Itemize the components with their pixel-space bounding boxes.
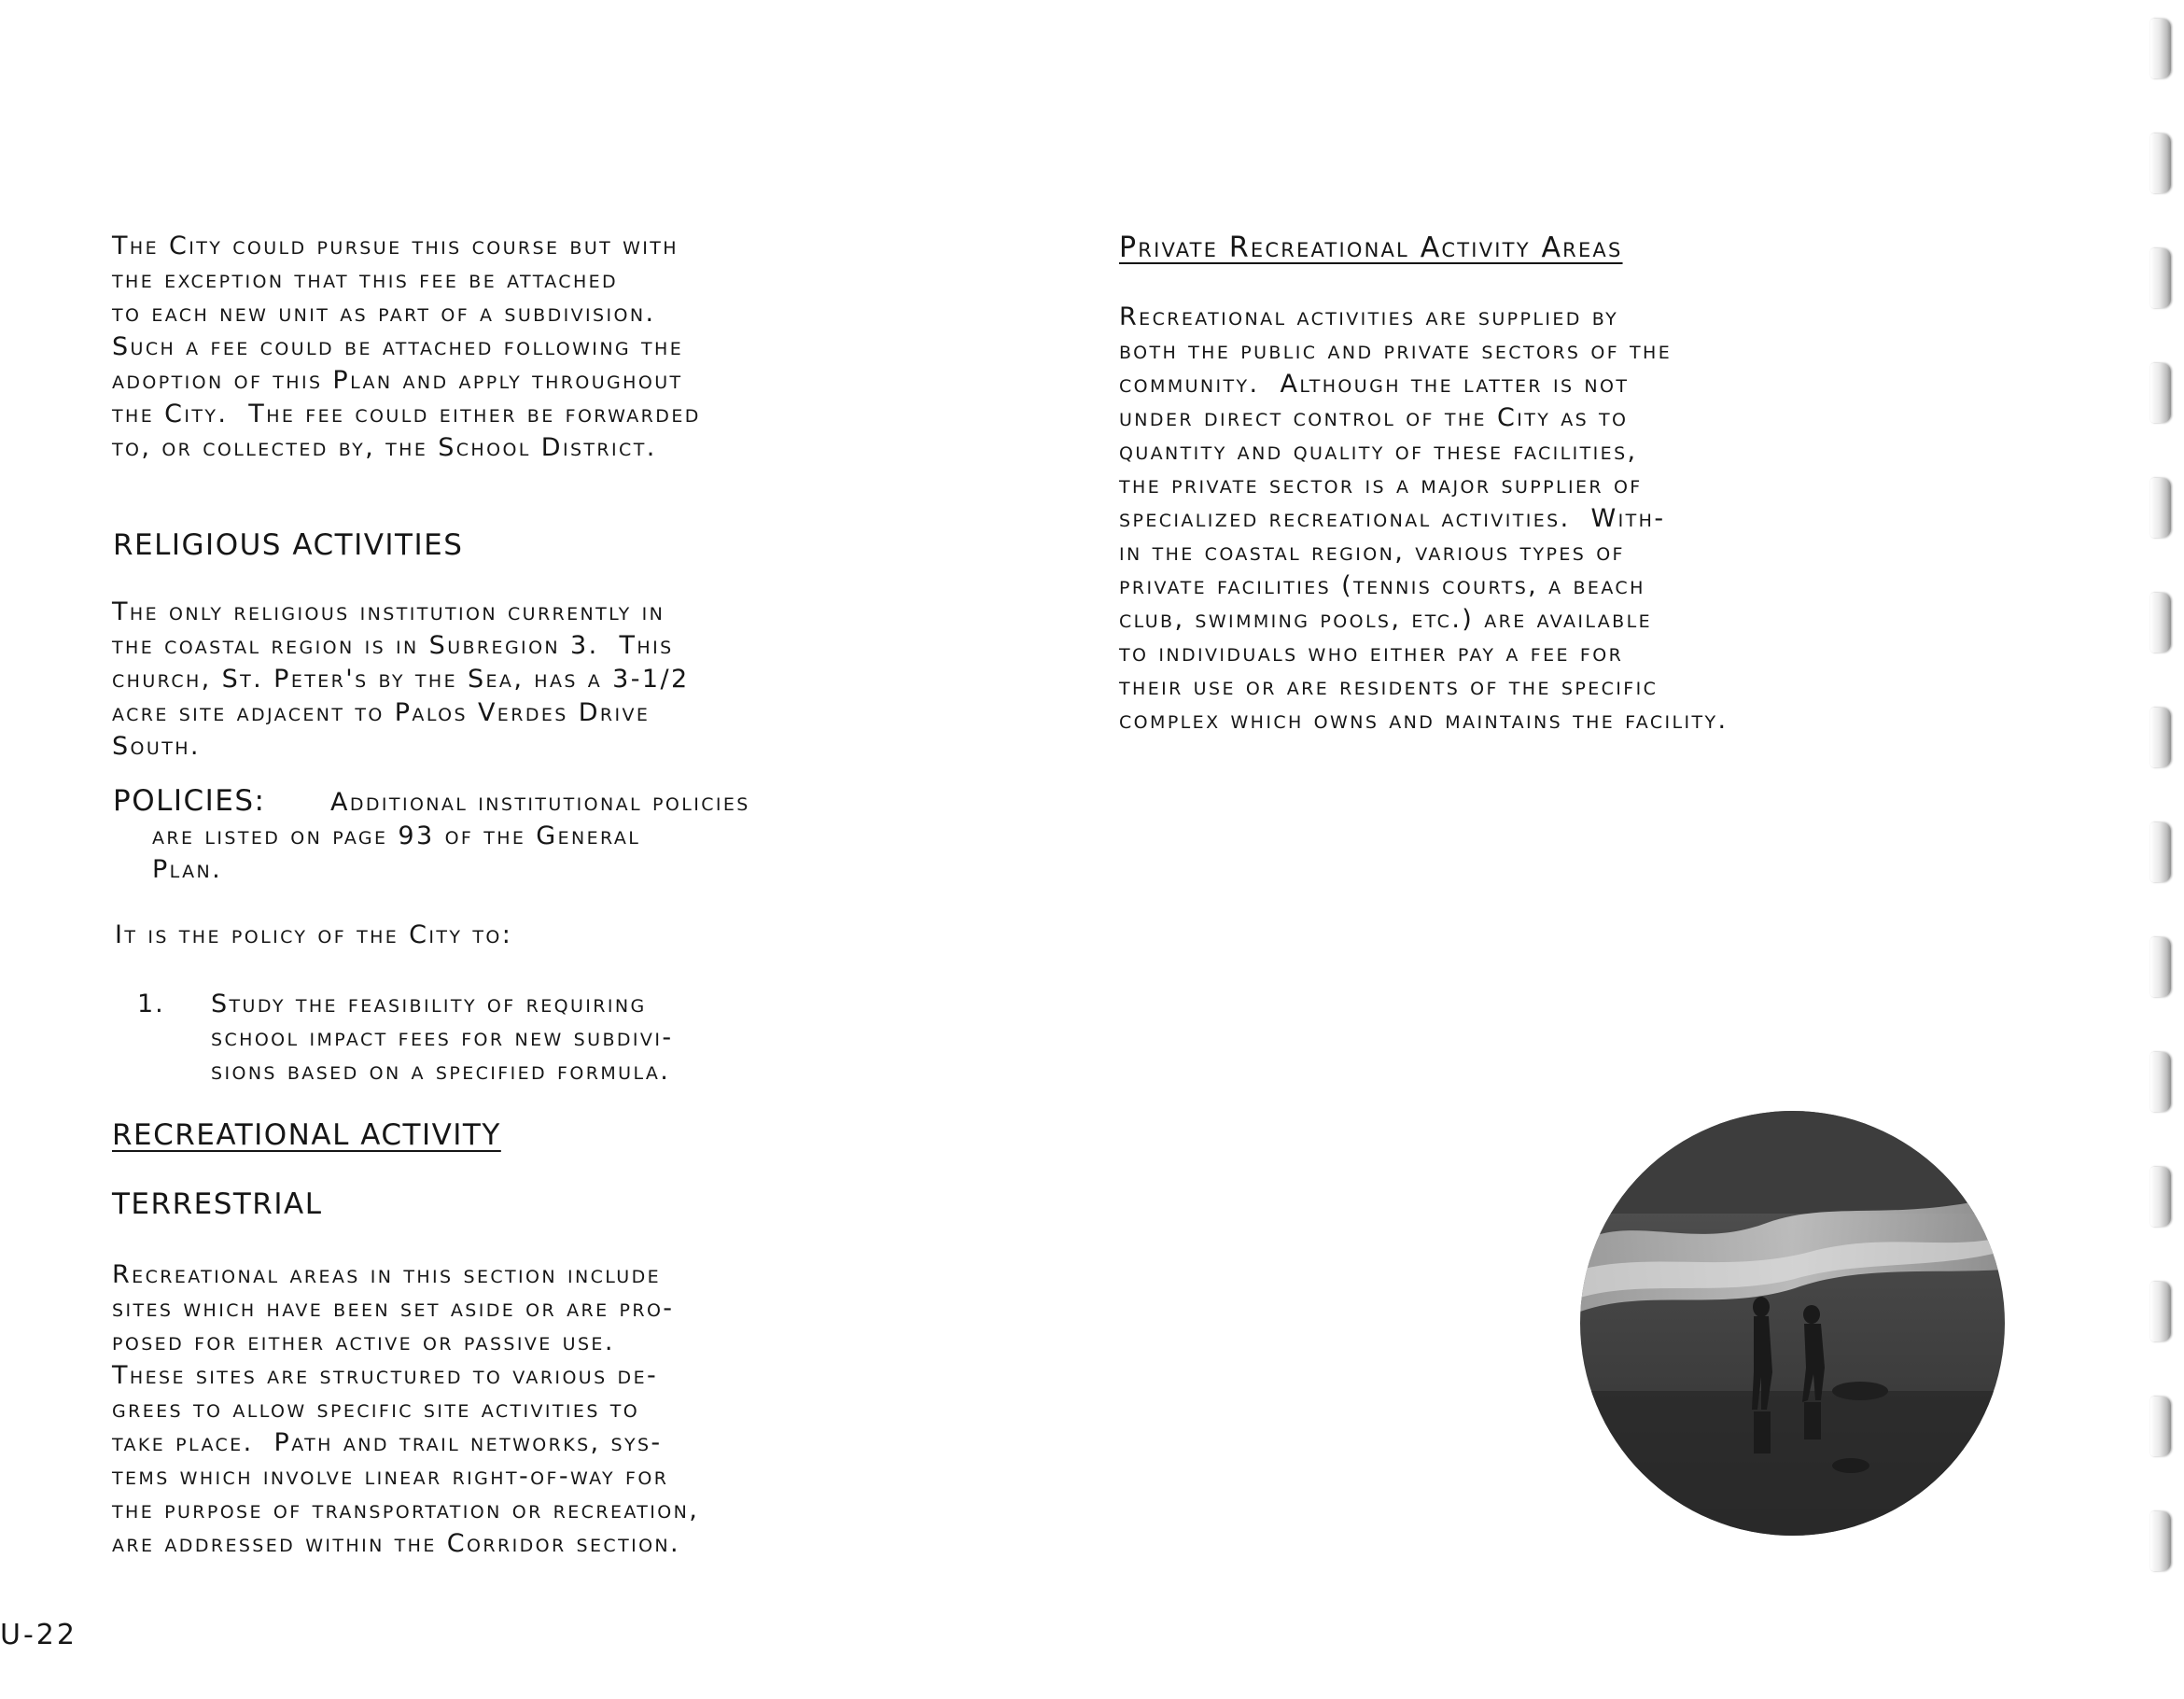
binding-ring	[2150, 1397, 2171, 1456]
policy-item-text: Study the feasibility of requiring school impact fees for new subdivi- sions based on a specified formula.	[211, 990, 674, 1086]
binding-ring	[2150, 937, 2171, 997]
policies-text-rest: are listed on page 93 of the General Plan.	[152, 821, 641, 884]
private-recreational-heading: Private Recreational Activity Areas	[1119, 232, 1623, 264]
binding-ring	[2150, 822, 2171, 882]
binding-ring	[2150, 1282, 2171, 1341]
beach-photo	[1580, 1111, 2005, 1536]
policies-text-first-line: Additional institutional policies	[330, 788, 750, 817]
terrestrial-heading: TERRESTRIAL	[112, 1187, 323, 1221]
binding-ring	[2150, 19, 2171, 78]
beach-photo-image	[1580, 1111, 2005, 1536]
spiral-binding	[2147, 0, 2184, 1699]
policies-label: POLICIES:	[113, 784, 266, 818]
binding-ring	[2150, 1167, 2171, 1227]
recreational-activity-heading: RECREATIONAL ACTIVITY	[112, 1118, 501, 1152]
terrestrial-paragraph: Recreational areas in this section include sites which have been set aside or are pro- posed for either active or passive use. These sites are structured to various de- grees to allow specific site activities to take place. Path and trail networks, sys- tems which involve linear right-of-way for the purpose of transportation or recreation, are addressed within the Corridor section.	[112, 1260, 700, 1558]
binding-ring	[2150, 593, 2171, 653]
binding-ring	[2150, 133, 2171, 193]
policy-statement: It is the policy of the City to:	[115, 920, 513, 949]
binding-ring	[2150, 1511, 2171, 1571]
policy-item-number: 1.	[137, 990, 165, 1018]
religious-paragraph: The only religious institution currently in the coastal region is in Subregion 3. This church, St. Peter's by the Sea, has a 3-1/2 acre site adjacent to Palos Verdes Drive South.	[112, 597, 690, 761]
binding-ring	[2150, 478, 2171, 538]
religious-activities-heading: RELIGIOUS ACTIVITIES	[113, 528, 464, 562]
private-paragraph: Recreational activities are supplied by both the public and private sectors of the community. Although the latter is not under direct control of the City as to quantity and quality of these facilities, the private sector is a major supplier of specialized recreational activities. With- in the coastal region, various types of private facilities (tennis courts, a beach club, swimming pools, etc.) are available to individuals who either pay a fee for their use or are residents of the specific complex which owns and maintains the facility.	[1119, 302, 1729, 735]
binding-ring	[2150, 363, 2171, 423]
binding-ring	[2150, 708, 2171, 767]
binding-ring	[2150, 1052, 2171, 1112]
binding-ring	[2150, 248, 2171, 308]
page-number: U-22	[0, 1619, 77, 1651]
intro-paragraph: The City could pursue this course but with the exception that this fee be attached to each new unit as part of a subdivision. Such a fee could be attached following the adoption of this Plan and apply throughout the City. The fee could either be forwarded to, or collected by, the School District.	[112, 232, 701, 462]
